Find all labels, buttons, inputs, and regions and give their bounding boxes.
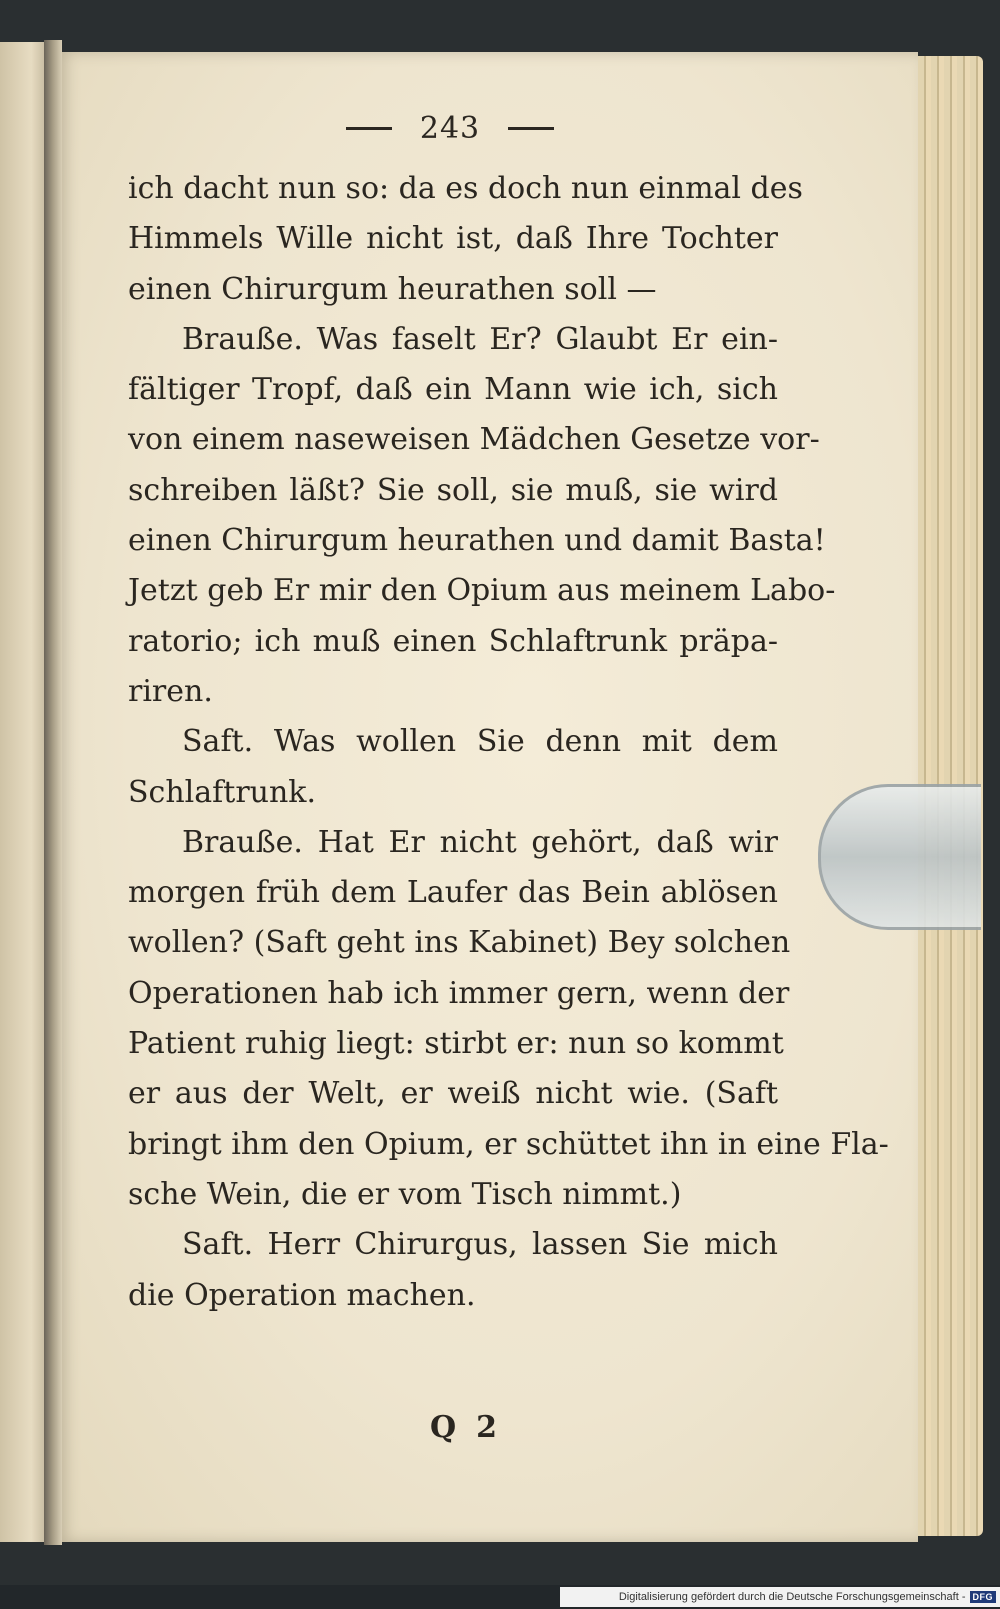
text-line: wollen? (Saft geht ins Kabinet) Bey solchen — [128, 925, 791, 961]
text-line: fältiger Tropf, daß ein Mann wie ich, sich — [128, 372, 778, 408]
text-line: morgen früh dem Laufer das Bein ablösen — [128, 875, 778, 911]
text-line: Schlaftrunk. — [128, 774, 317, 810]
body-text — [128, 164, 889, 1321]
text-line: schreiben läßt? Sie soll, sie muß, sie wird — [128, 472, 778, 508]
footer-credit — [560, 1587, 1000, 1607]
text-line: ich dacht nun so: da es doch nun einmal des — [128, 171, 803, 206]
text-line: riren. — [128, 673, 213, 709]
text-line: einen Chirurgum heurathen soll — — [128, 271, 657, 307]
signature-letter: Q — [430, 1410, 457, 1445]
header-dash-left — [346, 127, 392, 130]
text-line: er aus der Welt, er weiß nicht wie. (Saft — [128, 1076, 778, 1112]
text-line: ratorio; ich muß einen Schlaftrunk präpa- — [128, 623, 778, 659]
header-dash-right — [508, 127, 554, 130]
footer-credit-text: Digitalisierung gefördert durch die Deutsche Forschungsgemeinschaft - — [618, 1591, 966, 1603]
page-clip — [818, 784, 981, 930]
text-line: Jetzt geb Er mir den Opium aus meinem Labo- — [128, 573, 836, 609]
text-line: Operationen hab ich immer gern, wenn der — [128, 975, 790, 1011]
dfg-logo: DFG — [970, 1591, 997, 1603]
book-gutter — [44, 40, 62, 1545]
text-line: bringt ihm den Opium, er schüttet ihn in eine Fla- — [128, 1126, 889, 1162]
signature-mark — [430, 1410, 550, 1450]
page-number: 243 — [419, 110, 481, 146]
text-line: Himmels Wille nicht ist, daß Ihre Tochter — [128, 221, 778, 257]
text-line: Saft. Was wollen Sie denn mit dem — [182, 724, 778, 760]
text-line: die Operation machen. — [128, 1277, 476, 1313]
text-line: einen Chirurgum heurathen und damit Basta! — [128, 523, 826, 559]
text-line: Saft. Herr Chirurgus, lassen Sie mich — [182, 1227, 778, 1263]
page-header — [330, 108, 570, 148]
text-line: von einem naseweisen Mädchen Gesetze vor- — [128, 422, 820, 458]
text-line: sche Wein, die er vom Tisch nimmt.) — [128, 1176, 682, 1212]
text-line: Brauße. Was faselt Er? Glaubt Er ein- — [182, 321, 778, 357]
text-line: Brauße. Hat Er nicht gehört, daß wir — [182, 824, 778, 860]
text-line: Patient ruhig liegt: stirbt er: nun so kommt — [128, 1026, 784, 1062]
signature-number: 2 — [476, 1410, 498, 1445]
